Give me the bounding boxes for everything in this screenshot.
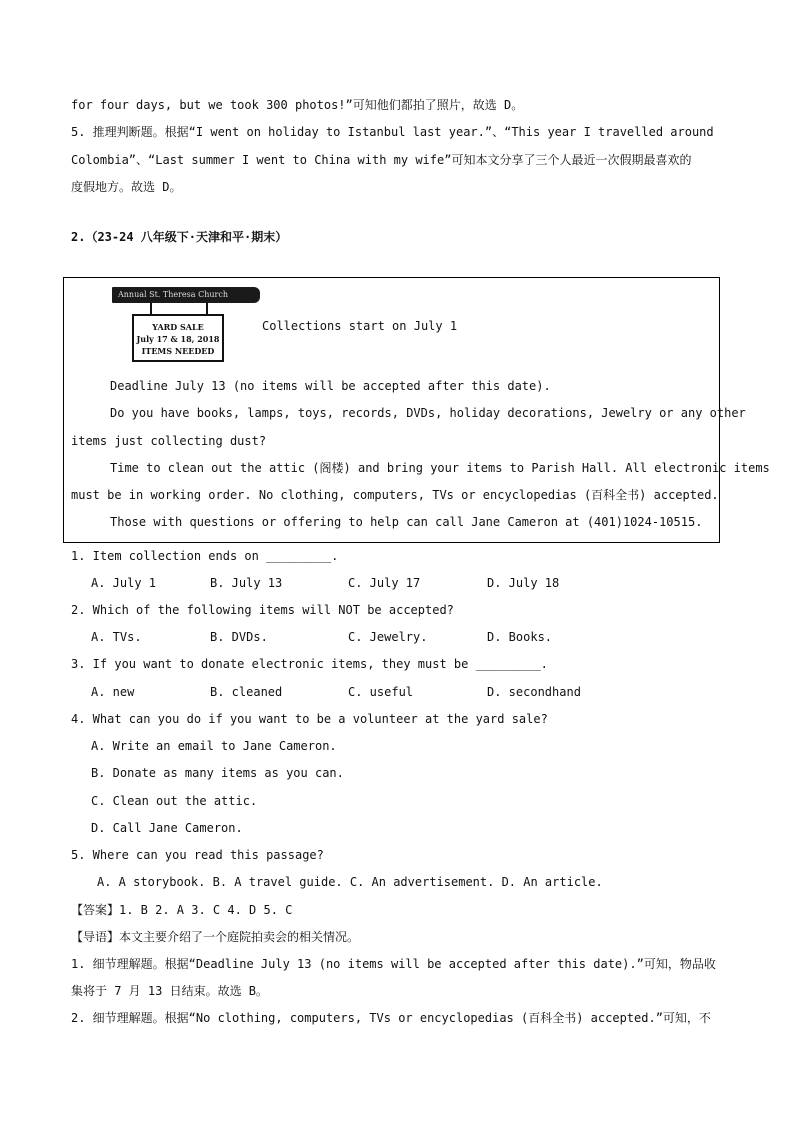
option-d: D. secondhand bbox=[487, 685, 581, 699]
deadline-text: Deadline July 13 (no items will be accepted after this date). bbox=[110, 379, 551, 393]
option-a: A. new bbox=[91, 685, 135, 699]
intro-line: 5. 推理判断题。根据“I went on holiday to Istanbul last year.”、“This year I travelled around bbox=[71, 125, 714, 139]
option-c: C. Jewelry. bbox=[348, 630, 428, 644]
collections-text: Collections start on July 1 bbox=[262, 319, 458, 333]
sign-line: YARD SALE bbox=[152, 322, 204, 332]
option-d: D. Books. bbox=[487, 630, 553, 644]
church-sign-bar: Annual St. Theresa Church bbox=[112, 287, 260, 303]
guide-line: 【导语】本文主要介绍了一个庭院拍卖会的相关情况。 bbox=[71, 930, 360, 944]
option-c: C. July 17 bbox=[348, 576, 421, 590]
explanation-line: 1. 细节理解题。根据“Deadline July 13 (no items will be accepted after this date).”可知，物品收 bbox=[71, 957, 716, 971]
option-c: C. useful bbox=[348, 685, 414, 699]
explanation-line: 2. 细节理解题。根据“No clothing, computers, TVs or encyclopedias (百科全书) accepted.”可知，不 bbox=[71, 1011, 711, 1025]
option-d: D. July 18 bbox=[487, 576, 560, 590]
notice-paragraph: Those with questions or offering to help can call Jane Cameron at (401)1024-10515. bbox=[110, 515, 703, 529]
sign-line: July 17 & 18, 2018 bbox=[136, 334, 220, 344]
option-b: B. July 13 bbox=[210, 576, 283, 590]
option-a: A. TVs. bbox=[91, 630, 142, 644]
option-b: B. Donate as many items as you can. bbox=[91, 766, 344, 780]
sign-line: ITEMS NEEDED bbox=[141, 346, 215, 356]
explanation-line: 集将于 7 月 13 日结束。故选 B。 bbox=[71, 984, 269, 998]
answer-line: 【答案】1. B 2. A 3. C 4. D 5. C bbox=[71, 903, 293, 917]
option-b: B. DVDs. bbox=[210, 630, 268, 644]
intro-line: 度假地方。故选 D。 bbox=[71, 180, 182, 194]
yard-sale-sign bbox=[132, 314, 224, 362]
notice-paragraph: Do you have books, lamps, toys, records, DVDs, holiday decorations, Jewelry or any other bbox=[110, 406, 746, 420]
option-a: A. July 1 bbox=[91, 576, 157, 590]
question-stem: 4. What can you do if you want to be a volunteer at the yard sale? bbox=[71, 712, 548, 726]
question-heading: 2.（23-24 八年级下·天津和平·期末） bbox=[71, 230, 288, 244]
question-stem: 5. Where can you read this passage? bbox=[71, 848, 324, 862]
option-d: D. Call Jane Cameron. bbox=[91, 821, 243, 835]
question-stem: 3. If you want to donate electronic items, they must be _________. bbox=[71, 657, 548, 671]
question-stem: 2. Which of the following items will NOT be accepted? bbox=[71, 603, 454, 617]
options-line: A. A storybook. B. A travel guide. C. An advertisement. D. An article. bbox=[97, 875, 603, 889]
notice-paragraph: items just collecting dust? bbox=[71, 434, 267, 448]
intro-line: Colombia”、“Last summer I went to China with my wife”可知本文分享了三个人最近一次假期最喜欢的 bbox=[71, 153, 692, 167]
option-c: C. Clean out the attic. bbox=[91, 794, 258, 808]
question-stem: 1. Item collection ends on _________. bbox=[71, 549, 339, 563]
option-b: B. cleaned bbox=[210, 685, 283, 699]
notice-paragraph: must be in working order. No clothing, computers, TVs or encyclopedias (百科全书) accepted. bbox=[71, 488, 719, 502]
option-a: A. Write an email to Jane Cameron. bbox=[91, 739, 337, 753]
notice-paragraph: Time to clean out the attic (阁楼) and bring your items to Parish Hall. All electronic items bbox=[110, 461, 770, 475]
intro-line: for four days, but we took 300 photos!”可知他们都拍了照片，故选 D。 bbox=[71, 98, 524, 112]
